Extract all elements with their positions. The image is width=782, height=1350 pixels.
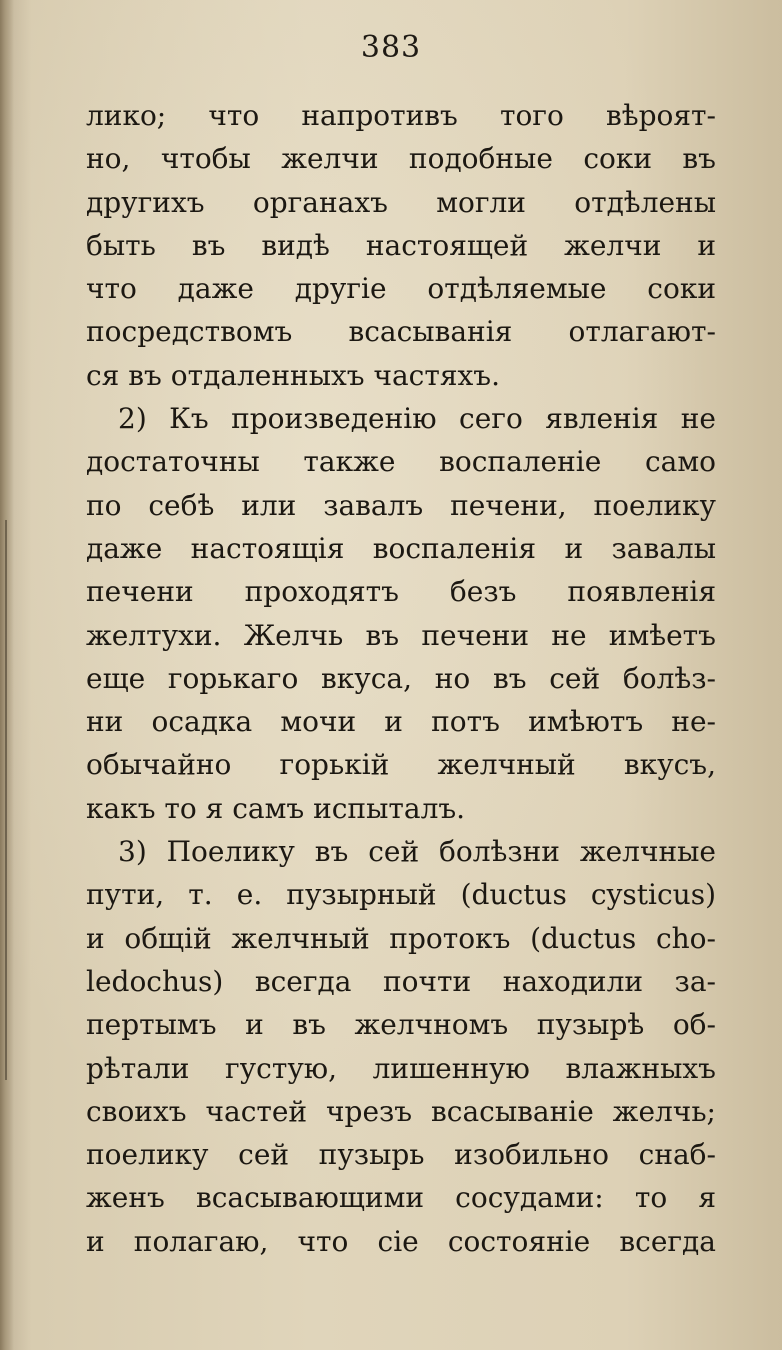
text-line: обычайно горькій желчный вкусъ, <box>86 748 716 782</box>
text-line: посредствомъ всасыванія отлагают- <box>86 315 716 349</box>
text-line: и полагаю, что сіе состояніе всегда <box>86 1224 716 1258</box>
text-line: быть въ видѣ настоящей желчи и <box>86 228 716 262</box>
text-line: ни осадка мочи и потъ имѣютъ не- <box>86 705 716 739</box>
text-line: что даже другіе отдѣляемые соки <box>86 272 716 306</box>
text-line: печени проходятъ безъ появленія <box>86 575 716 609</box>
text-line: и общій желчный протокъ (ductus cho- <box>86 921 716 955</box>
text-line: своихъ частей чрезъ всасываніе желчь; <box>86 1094 716 1128</box>
page-gutter <box>0 0 14 1350</box>
text-line: даже настоящія воспаленія и завалы <box>86 531 716 565</box>
body-text <box>86 94 716 1263</box>
text-line: пертымъ и въ желчномъ пузырѣ об- <box>86 1008 716 1042</box>
text-line: какъ то я самъ испыталъ. <box>86 791 466 825</box>
paragraph-3-start: 3) Поелику въ сей болѣзни желчные <box>118 835 716 869</box>
text-line: лико; что напротивъ того вѣроят- <box>86 99 716 132</box>
text-line: но, чтобы желчи подобные соки въ <box>86 142 716 176</box>
page-number: 383 <box>360 30 422 65</box>
text-line: пути, т. е. пузырный (ductus cysticus) <box>86 878 716 912</box>
binding-edge <box>5 520 7 1080</box>
text-line: рѣтали густую, лишенную влажныхъ <box>86 1051 716 1085</box>
text-line: достаточны также воспаленіе само <box>86 445 716 479</box>
paragraph-2-start: 2) Къ произведенію сего явленія не <box>118 402 716 436</box>
text-line: по себѣ или завалъ печени, поелику <box>86 488 716 522</box>
text-line: желтухи. Желчь въ печени не имѣетъ <box>86 618 716 652</box>
text-line: женъ всасывающими сосудами: то я <box>86 1181 716 1215</box>
text-line: ся въ отдаленныхъ частяхъ. <box>86 358 501 392</box>
text-line: поелику сей пузырь изобильно снаб- <box>86 1138 716 1172</box>
text-line: ledochus) всегда почти находили за- <box>86 964 716 998</box>
text-line: еще горькаго вкуса, но въ сей болѣз- <box>86 661 716 695</box>
text-line: другихъ органахъ могли отдѣлены <box>86 185 716 219</box>
